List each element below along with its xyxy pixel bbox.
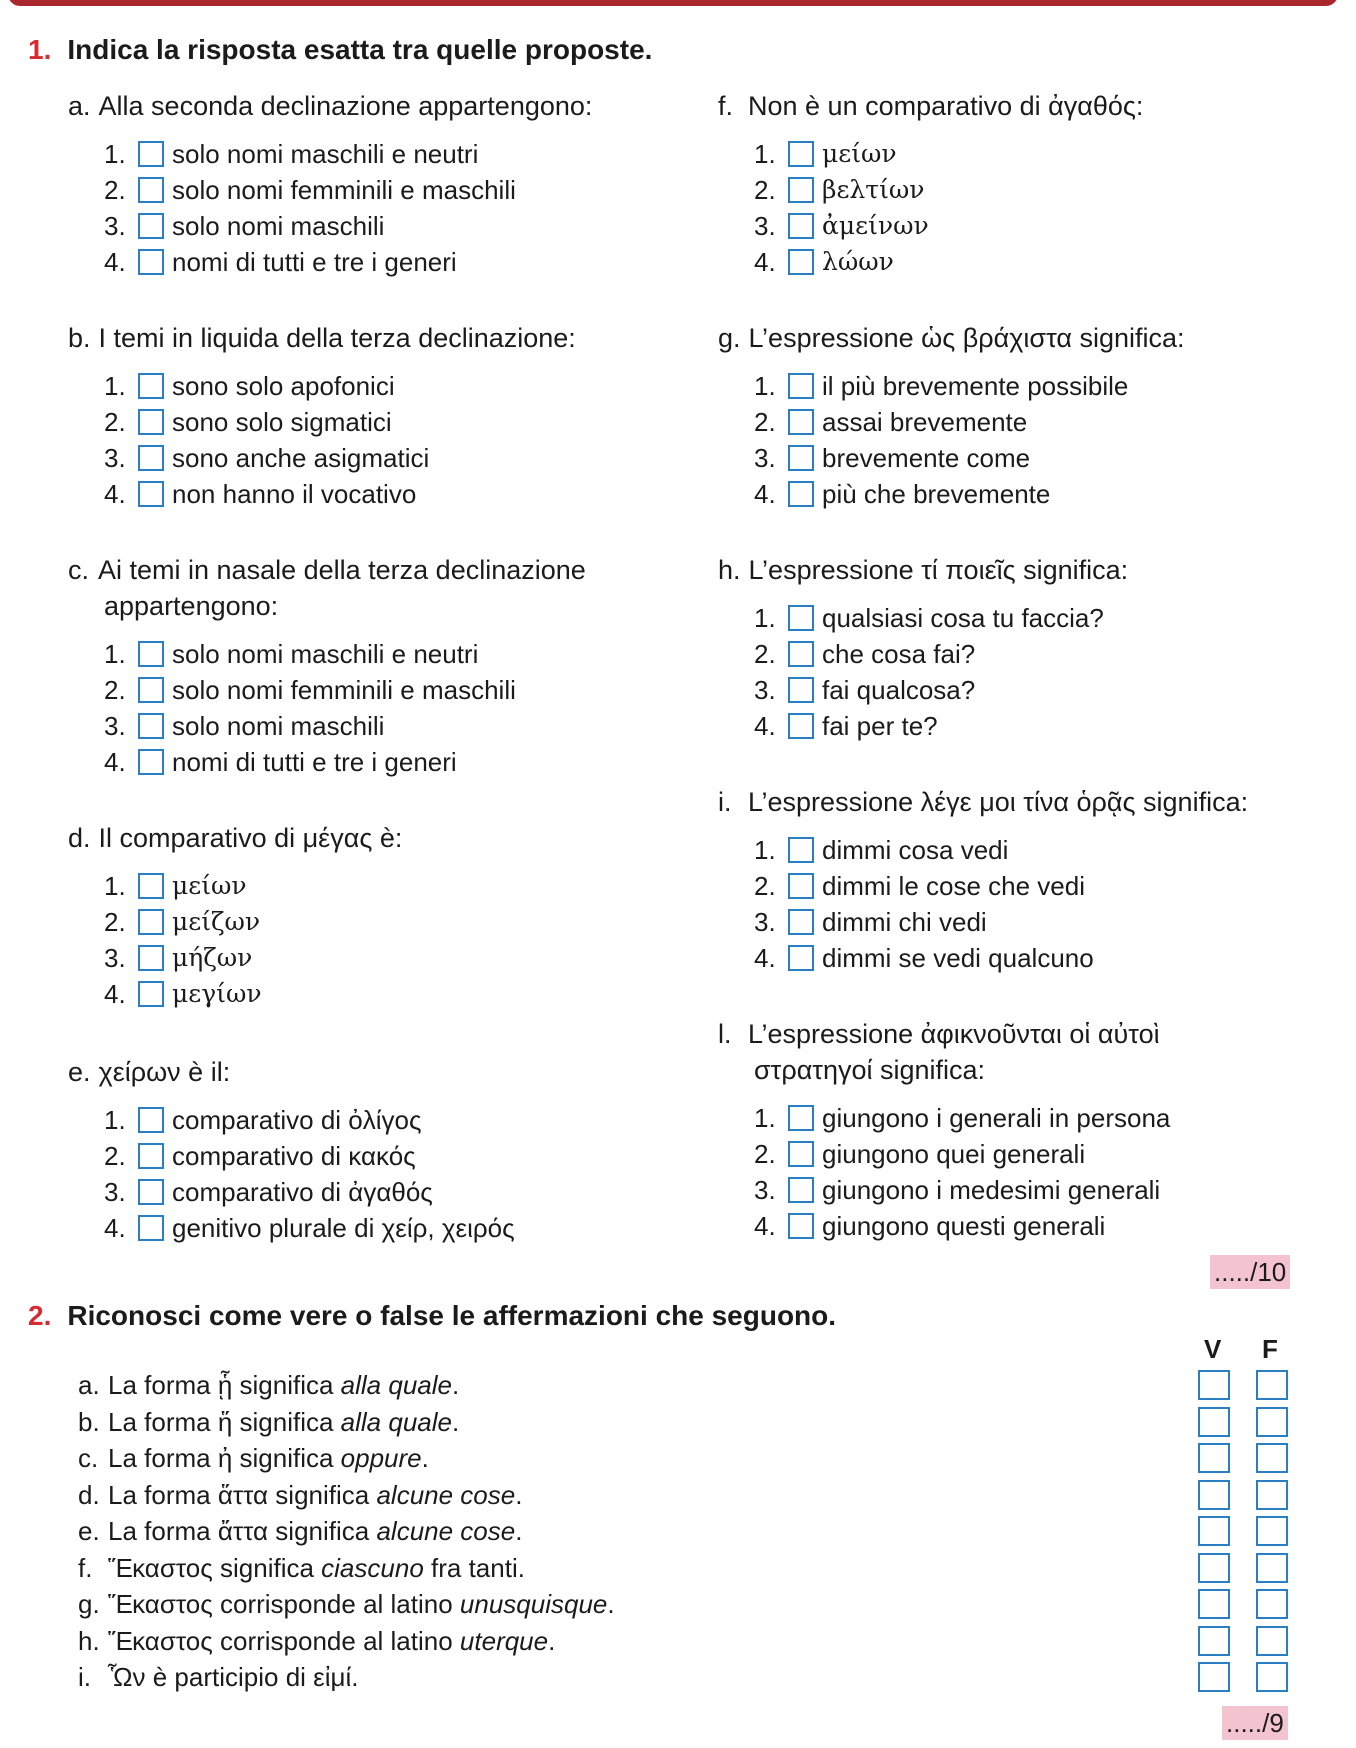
option-text: solo nomi femminili e maschili [172, 675, 516, 705]
section-1-title: Indica la risposta esatta tra quelle proposte. [67, 34, 653, 65]
answer-option[interactable] [104, 940, 402, 976]
answer-option[interactable] [104, 1174, 515, 1210]
option-checkbox[interactable] [138, 1143, 164, 1169]
option-text: dimmi se vedi qualcuno [822, 943, 1094, 973]
section-1-number: 1. [28, 34, 52, 65]
option-checkbox[interactable] [138, 641, 164, 667]
option-number: 4. [104, 747, 126, 777]
question-c [28, 552, 586, 780]
option-checkbox[interactable] [788, 177, 814, 203]
option-text: dimmi chi vedi [822, 907, 987, 937]
true-checkbox[interactable] [1198, 1553, 1230, 1583]
statement-prefix: Ἕκαστος corrisponde al latino [108, 1625, 460, 1656]
option-number: 4. [754, 1211, 776, 1241]
answer-option[interactable] [104, 244, 592, 280]
option-checkbox[interactable] [788, 713, 814, 739]
option-number: 3. [104, 1177, 126, 1207]
option-number: 2. [104, 175, 126, 205]
answer-option[interactable] [754, 1136, 1170, 1172]
option-number: 3. [754, 443, 776, 473]
statement-text [108, 1441, 429, 1475]
option-text: assai brevemente [822, 407, 1028, 437]
option-text: μεγίων [172, 979, 262, 1008]
answer-option[interactable] [104, 208, 592, 244]
answer-option[interactable] [754, 600, 1128, 636]
option-number: 3. [754, 907, 776, 937]
option-number: 1. [754, 603, 776, 633]
statement-text [108, 1514, 522, 1548]
option-checkbox[interactable] [788, 1213, 814, 1239]
answer-option[interactable] [754, 1100, 1170, 1136]
option-checkbox[interactable] [138, 141, 164, 167]
option-checkbox[interactable] [788, 1141, 814, 1167]
statement-row [78, 1441, 429, 1475]
true-checkbox[interactable] [1198, 1443, 1230, 1473]
answer-option[interactable] [754, 476, 1185, 512]
question-letter: d. [68, 823, 91, 853]
question-text: Non è un comparativo di ἀγαθός: [748, 91, 1144, 121]
option-text: sono anche asigmatici [172, 443, 430, 473]
answer-option[interactable] [104, 440, 576, 476]
statement-suffix: . [548, 1625, 556, 1656]
question-stem [718, 784, 1248, 820]
question-text: I temi in liquida della terza declinazione: [98, 323, 576, 353]
option-text: più che brevemente [822, 479, 1051, 509]
question-a [28, 88, 592, 280]
question-text-continued: στρατηγοί significa: [754, 1055, 986, 1085]
option-number: 3. [754, 211, 776, 241]
statement-letter: g. [78, 1589, 100, 1619]
option-number: 1. [754, 371, 776, 401]
option-number: 3. [104, 943, 126, 973]
question-letter: i. [718, 787, 732, 817]
answer-option[interactable] [754, 404, 1185, 440]
option-checkbox[interactable] [788, 909, 814, 935]
option-number: 4. [104, 1213, 126, 1243]
statement-row [78, 1405, 459, 1439]
section-2-score: ...../9 [1222, 1706, 1288, 1740]
statement-emphasis: unusquisque [459, 1589, 608, 1619]
option-text: fai qualcosa? [822, 675, 976, 705]
question-text: L’espressione ὡς βράχιστα significa: [748, 323, 1185, 353]
question-e [28, 1054, 515, 1246]
option-text: comparativo di κακός [172, 1141, 416, 1171]
question-letter: e. [68, 1057, 91, 1087]
statement-letter: d. [78, 1479, 100, 1510]
question-letter: b. [68, 323, 91, 353]
option-text: comparativo di ὀλίγος [172, 1105, 422, 1135]
option-number: 3. [104, 211, 126, 241]
option-text: comparativo di ἀγαθός [172, 1177, 433, 1207]
answer-option[interactable] [104, 368, 576, 404]
option-text: nomi di tutti e tre i generi [172, 247, 457, 277]
false-checkbox[interactable] [1256, 1626, 1288, 1656]
statement-text [108, 1587, 615, 1621]
statement-emphasis: alcune cose [376, 1479, 516, 1510]
question-g [670, 320, 1185, 512]
statement-suffix: . [607, 1589, 615, 1619]
answer-option[interactable] [104, 136, 592, 172]
answer-option[interactable] [104, 1210, 515, 1246]
question-i [670, 784, 1248, 976]
option-number: 1. [754, 835, 776, 865]
option-checkbox[interactable] [788, 605, 814, 631]
option-checkbox[interactable] [138, 677, 164, 703]
false-checkbox[interactable] [1256, 1370, 1288, 1400]
statement-prefix: La forma ἥ significa [108, 1406, 341, 1437]
option-text: giungono questi generali [822, 1211, 1106, 1241]
option-text: solo nomi maschili e neutri [172, 139, 479, 169]
question-text: Il comparativo di μέγας è: [98, 823, 403, 853]
option-number: 3. [754, 1175, 776, 1205]
answer-option[interactable] [104, 476, 576, 512]
top-decorative-bar [8, 0, 1338, 6]
true-checkbox[interactable] [1198, 1662, 1230, 1692]
option-number: 2. [754, 1139, 776, 1169]
statement-row [78, 1368, 459, 1402]
question-stem [68, 88, 592, 124]
option-text: brevemente come [822, 443, 1031, 473]
option-number: 1. [104, 371, 126, 401]
option-text: λώων [822, 247, 894, 276]
option-checkbox[interactable] [788, 213, 814, 239]
option-number: 2. [104, 675, 126, 705]
option-number: 2. [754, 407, 776, 437]
option-checkbox[interactable] [788, 445, 814, 471]
statement-emphasis: alla quale [340, 1406, 452, 1437]
option-text: giungono quei generali [822, 1139, 1086, 1169]
option-checkbox[interactable] [138, 909, 164, 935]
option-number: 4. [754, 479, 776, 509]
statement-suffix: . [515, 1516, 523, 1546]
statement-emphasis: oppure [340, 1443, 422, 1473]
option-number: 2. [754, 639, 776, 669]
answer-option[interactable] [754, 940, 1248, 976]
question-letter: c. [68, 555, 90, 585]
question-stem [718, 552, 1128, 588]
option-number: 2. [104, 407, 126, 437]
option-number: 4. [754, 943, 776, 973]
false-checkbox[interactable] [1256, 1443, 1288, 1473]
option-checkbox[interactable] [138, 981, 164, 1007]
question-h [670, 552, 1128, 744]
statement-suffix: . [515, 1479, 523, 1510]
statement-emphasis: alcune cose [376, 1516, 516, 1546]
statement-letter: h. [78, 1625, 100, 1656]
question-text-continued: appartengono: [104, 591, 279, 621]
option-checkbox[interactable] [138, 873, 164, 899]
answer-option[interactable] [104, 1102, 515, 1138]
question-text: L’espressione ἀφικνοῦνται οἱ αὐτοὶ [748, 1019, 1160, 1049]
statement-emphasis: uterque [459, 1625, 549, 1656]
option-number: 1. [104, 639, 126, 669]
answer-option[interactable] [104, 172, 592, 208]
question-d [28, 820, 402, 1012]
answer-option[interactable] [754, 868, 1248, 904]
question-text: Alla seconda declinazione appartengono: [98, 91, 593, 121]
option-text: giungono i generali in persona [822, 1103, 1171, 1133]
answer-option[interactable] [104, 868, 402, 904]
question-letter: a. [68, 91, 91, 121]
option-number: 2. [754, 871, 776, 901]
question-text: Ai temi in nasale della terza declinazione [98, 555, 586, 585]
question-letter: g. [718, 323, 741, 353]
statement-row [78, 1624, 555, 1658]
answer-option[interactable] [754, 832, 1248, 868]
option-number: 3. [104, 711, 126, 741]
option-text: dimmi le cose che vedi [822, 871, 1085, 901]
option-text: solo nomi femminili e maschili [172, 175, 516, 205]
statement-emphasis: ciascuno [321, 1552, 424, 1583]
statement-letter: i. [78, 1662, 91, 1692]
option-checkbox[interactable] [138, 409, 164, 435]
statement-row [78, 1478, 522, 1512]
statement-letter: b. [78, 1406, 100, 1437]
answer-option[interactable] [104, 1138, 515, 1174]
answer-option[interactable] [754, 1208, 1170, 1244]
section-1-score: ...../10 [1210, 1255, 1290, 1289]
answer-option[interactable] [754, 172, 1143, 208]
option-checkbox[interactable] [138, 249, 164, 275]
statement-letter: e. [78, 1516, 100, 1546]
option-checkbox[interactable] [788, 481, 814, 507]
section-2-title: Riconosci come vere o false le affermazioni che seguono. [67, 1300, 837, 1331]
option-number: 4. [104, 479, 126, 509]
option-number: 3. [104, 443, 126, 473]
question-stem [68, 820, 402, 856]
option-checkbox[interactable] [788, 837, 814, 863]
answer-option[interactable] [754, 136, 1143, 172]
option-checkbox[interactable] [138, 1215, 164, 1241]
answer-option[interactable] [754, 208, 1143, 244]
option-text: sono solo apofonici [172, 371, 395, 401]
option-number: 1. [104, 1105, 126, 1135]
true-checkbox[interactable] [1198, 1516, 1230, 1546]
answer-option[interactable] [754, 708, 1128, 744]
option-text: ἀμείνων [822, 211, 929, 240]
statement-text [108, 1478, 522, 1512]
answer-option[interactable] [754, 244, 1143, 280]
option-checkbox[interactable] [788, 409, 814, 435]
answer-option[interactable] [754, 904, 1248, 940]
statement-row [78, 1551, 525, 1585]
question-stem [68, 552, 586, 588]
answer-option[interactable] [104, 744, 586, 780]
statement-text [108, 1624, 555, 1658]
statement-prefix: La forma ἄττα significa [108, 1516, 377, 1546]
option-number: 4. [104, 979, 126, 1009]
true-checkbox[interactable] [1198, 1370, 1230, 1400]
true-checkbox[interactable] [1198, 1407, 1230, 1437]
statement-text [108, 1405, 459, 1439]
option-text: il più brevemente possibile [822, 371, 1129, 401]
option-number: 4. [754, 711, 776, 741]
answer-option[interactable] [104, 976, 402, 1012]
answer-option[interactable] [754, 368, 1185, 404]
statement-letter: f. [78, 1552, 93, 1583]
statement-letter: c. [78, 1443, 99, 1473]
option-number: 1. [104, 871, 126, 901]
question-stem [718, 320, 1185, 356]
false-checkbox[interactable] [1256, 1662, 1288, 1692]
question-text: χείρων è il: [98, 1057, 231, 1087]
statement-suffix: . [451, 1406, 460, 1437]
answer-option[interactable] [754, 672, 1128, 708]
option-text: nomi di tutti e tre i generi [172, 747, 457, 777]
option-text: solo nomi maschili [172, 211, 385, 241]
option-number: 3. [754, 675, 776, 705]
option-number: 1. [754, 139, 776, 169]
option-checkbox[interactable] [788, 1105, 814, 1131]
option-checkbox[interactable] [138, 749, 164, 775]
statement-letter: a. [78, 1370, 100, 1400]
option-checkbox[interactable] [138, 177, 164, 203]
option-checkbox[interactable] [788, 141, 814, 167]
option-checkbox[interactable] [788, 373, 814, 399]
option-number: 1. [754, 1103, 776, 1133]
option-checkbox[interactable] [138, 1107, 164, 1133]
true-column-header: V [1204, 1334, 1222, 1364]
option-number: 4. [754, 247, 776, 277]
option-number: 4. [104, 247, 126, 277]
option-checkbox[interactable] [138, 481, 164, 507]
option-text: non hanno il vocativo [172, 479, 417, 509]
statement-text [108, 1660, 359, 1694]
true-checkbox[interactable] [1198, 1589, 1230, 1619]
option-checkbox[interactable] [788, 677, 814, 703]
true-checkbox[interactable] [1198, 1626, 1230, 1656]
option-checkbox[interactable] [138, 373, 164, 399]
option-checkbox[interactable] [788, 873, 814, 899]
answer-option[interactable] [754, 636, 1128, 672]
section-2-heading [28, 1300, 836, 1332]
false-checkbox[interactable] [1256, 1407, 1288, 1437]
false-checkbox[interactable] [1256, 1516, 1288, 1546]
option-number: 2. [754, 175, 776, 205]
section-2-number: 2. [28, 1300, 52, 1331]
option-checkbox[interactable] [138, 445, 164, 471]
statement-prefix: La forma ᾗ significa [108, 1370, 341, 1400]
option-text: μήζων [172, 943, 253, 972]
question-text: L’espressione τί ποιεῖς significa: [748, 555, 1129, 585]
option-text: giungono i medesimi generali [822, 1175, 1161, 1205]
statement-row [78, 1587, 615, 1621]
statement-row [78, 1514, 522, 1548]
section-1-heading [28, 34, 652, 66]
question-stem [68, 1054, 515, 1090]
option-text: fai per te? [822, 711, 938, 741]
question-stem [68, 320, 576, 356]
question-l [670, 1016, 1170, 1244]
option-text: solo nomi maschili e neutri [172, 639, 479, 669]
statement-emphasis: alla quale [340, 1370, 452, 1400]
option-text: μείων [822, 139, 897, 168]
statement-row [78, 1660, 359, 1694]
statement-prefix: La forma ἅττα significa [108, 1479, 377, 1510]
statement-suffix: . [451, 1370, 460, 1400]
option-text: che cosa fai? [822, 639, 976, 669]
statement-prefix: Ἕκαστος significa [108, 1552, 322, 1583]
question-b [28, 320, 576, 512]
option-text: μείων [172, 871, 247, 900]
option-text: βελτίων [822, 175, 925, 204]
answer-option[interactable] [104, 672, 586, 708]
option-text: dimmi cosa vedi [822, 835, 1009, 865]
answer-option[interactable] [104, 708, 586, 744]
option-checkbox[interactable] [788, 249, 814, 275]
option-number: 2. [104, 1141, 126, 1171]
answer-option[interactable] [754, 440, 1185, 476]
option-checkbox[interactable] [138, 1179, 164, 1205]
statement-prefix: Ὧν è participio di εἰμί. [108, 1662, 359, 1692]
option-checkbox[interactable] [788, 641, 814, 667]
answer-option[interactable] [754, 1172, 1170, 1208]
statement-suffix: fra tanti. [423, 1552, 525, 1583]
question-stem [718, 88, 1143, 124]
false-checkbox[interactable] [1256, 1553, 1288, 1583]
question-stem [718, 1016, 1170, 1052]
question-letter: h. [718, 555, 741, 585]
option-checkbox[interactable] [138, 945, 164, 971]
statement-text [108, 1551, 525, 1585]
statement-prefix: La forma ἠ significa [108, 1443, 341, 1473]
option-text: μείζων [172, 907, 261, 936]
question-text: L’espressione λέγε μοι τίνα ὁρᾷς significa: [748, 787, 1249, 817]
option-text: qualsiasi cosa tu faccia? [822, 603, 1104, 633]
false-checkbox[interactable] [1256, 1589, 1288, 1619]
statement-prefix: Ἕκαστος corrisponde al latino [108, 1589, 460, 1619]
option-checkbox[interactable] [788, 1177, 814, 1203]
statement-text [108, 1368, 459, 1402]
option-number: 1. [104, 139, 126, 169]
option-text: genitivo plurale di χείρ, χειρός [172, 1213, 515, 1243]
true-checkbox[interactable] [1198, 1480, 1230, 1510]
option-checkbox[interactable] [138, 213, 164, 239]
question-letter: l. [718, 1019, 732, 1049]
question-letter: f. [718, 91, 734, 121]
option-checkbox[interactable] [138, 713, 164, 739]
false-checkbox[interactable] [1256, 1480, 1288, 1510]
question-f [670, 88, 1143, 280]
option-text: solo nomi maschili [172, 711, 385, 741]
option-number: 2. [104, 907, 126, 937]
option-text: sono solo sigmatici [172, 407, 392, 437]
false-column-header: F [1262, 1334, 1278, 1364]
option-checkbox[interactable] [788, 945, 814, 971]
answer-option[interactable] [104, 636, 586, 672]
answer-option[interactable] [104, 904, 402, 940]
answer-option[interactable] [104, 404, 576, 440]
statement-suffix: . [421, 1443, 429, 1473]
